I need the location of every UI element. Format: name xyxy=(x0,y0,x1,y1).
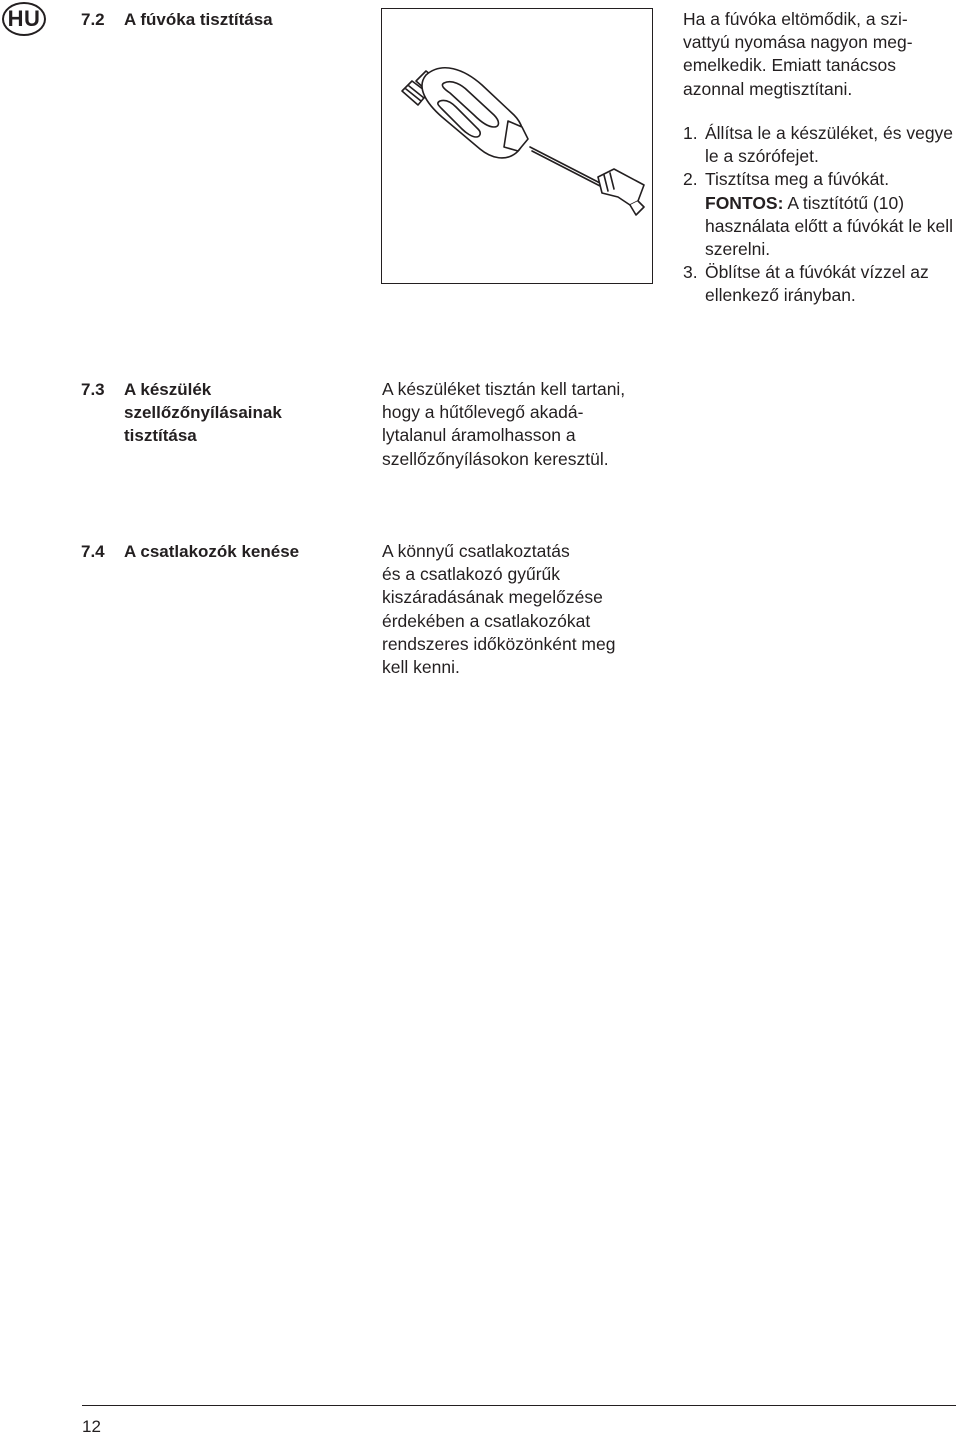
nozzle-with-cleaning-needle-drawing xyxy=(382,9,654,285)
step-1-text: Állítsa le a készüléket, és vegye le a szórófejet. xyxy=(705,123,954,167)
section-7-3-title: A készülék szellőzőnyílásainak tisztítása xyxy=(124,380,282,445)
step-2 xyxy=(683,168,958,261)
nozzle-cleaning-illustration xyxy=(381,8,653,284)
section-7-2-number: 7.2 xyxy=(81,10,105,29)
language-badge: HU xyxy=(2,2,46,36)
section-7-4-number: 7.4 xyxy=(81,542,105,561)
footer-divider xyxy=(82,1405,956,1406)
step-1 xyxy=(683,122,958,168)
step-3-text: Öblítse át a fúvókát vízzel az ellenkező irányban. xyxy=(705,262,929,306)
section-7-3-number: 7.3 xyxy=(81,380,105,399)
important-label: FONTOS: xyxy=(705,192,784,213)
step-2-text: Tisztítsa meg a fúvókát. xyxy=(705,169,890,190)
section-7-2-steps xyxy=(683,122,958,308)
step-3-number: 3. xyxy=(683,262,698,283)
step-1-number: 1. xyxy=(683,123,698,143)
important-note-text: A tisztítótű (10) használata előtt a fúvókát le kell szerelni. xyxy=(705,192,954,260)
step-2-number: 2. xyxy=(683,169,698,190)
section-7-2-intro: Ha a fúvóka eltömődik, a szi- vattyú nyomása nagyon meg- emelkedik. Emiatt tanácsos azonnal megtisztítani. xyxy=(683,9,913,99)
section-7-3-body: A készüléket tisztán kell tartani, hogy a hűtőlevegő akadá- lytalanul áramolhasson a szellőzőnyílásokon keresztül. xyxy=(382,379,626,469)
section-7-2-title: A fúvóka tisztítása xyxy=(124,10,273,29)
section-7-4-title: A csatlakozók kenése xyxy=(124,542,300,561)
page-number: 12 xyxy=(82,1417,101,1436)
step-3 xyxy=(683,261,958,307)
section-7-4-body: A könnyű csatlakoztatás és a csatlakozó gyűrűk kiszáradásának megelőzése érdekében a csatlakozókat rendszeres időközönként meg kell kenni. xyxy=(382,541,616,678)
